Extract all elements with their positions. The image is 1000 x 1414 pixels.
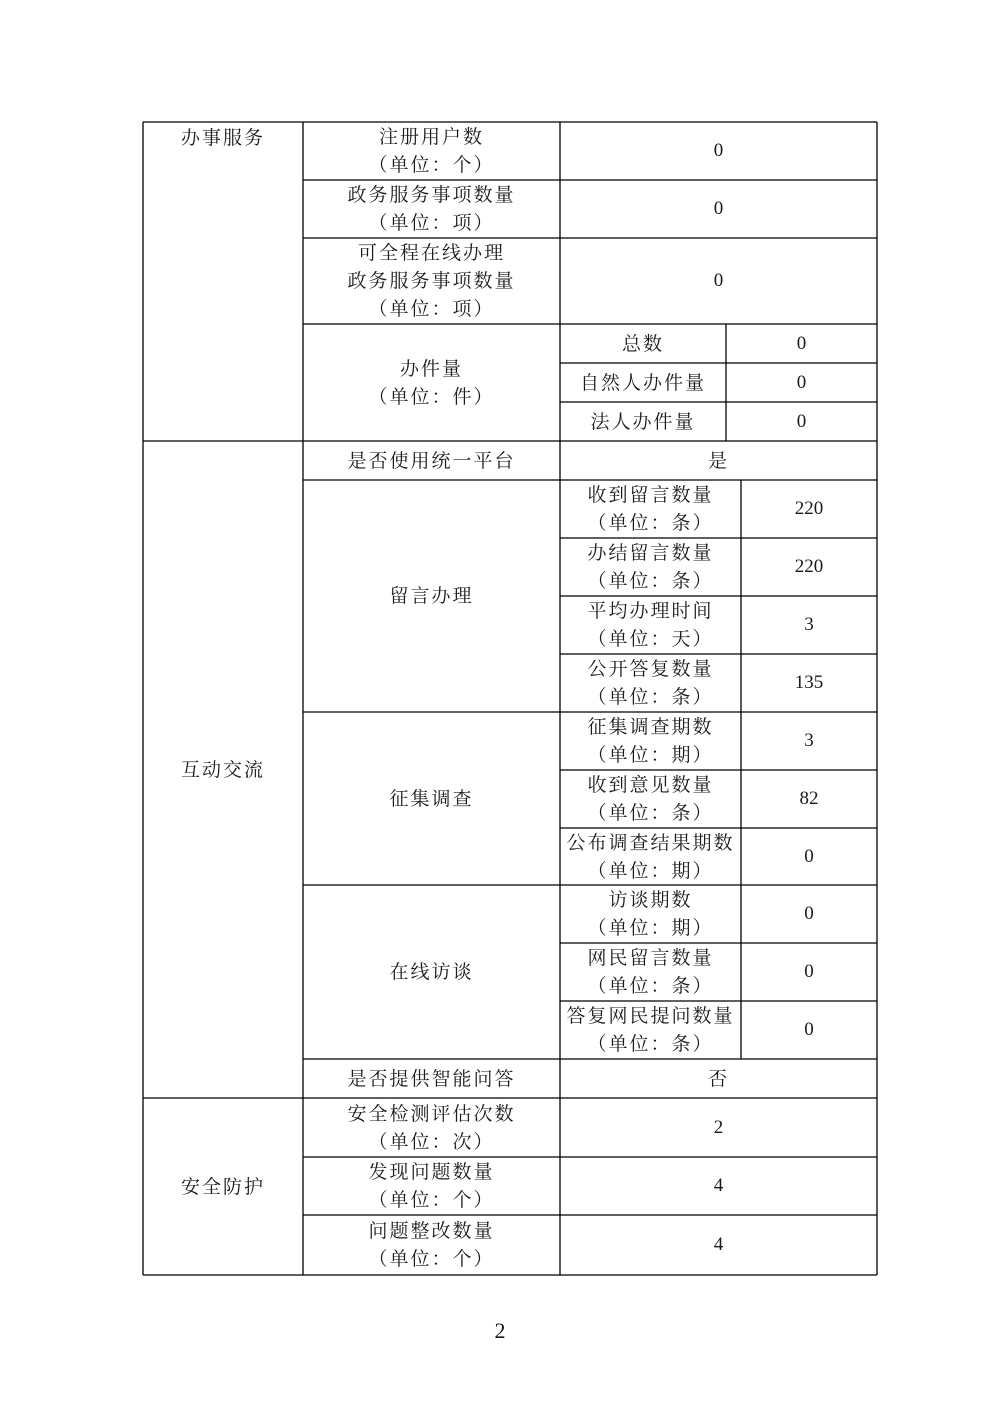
survey-results-label — [560, 828, 741, 885]
section-interaction-label: 互动交流 — [180, 758, 265, 781]
value-text: 220 — [794, 556, 824, 577]
unit-text: （单位：期） — [587, 917, 714, 939]
problems-found-label — [303, 1157, 560, 1215]
messages-received-value — [741, 480, 877, 538]
value-text: 220 — [794, 498, 824, 519]
label-text: 答复网民提问数量 — [566, 1005, 735, 1027]
label-text: 注册用户数 — [378, 126, 484, 148]
messages-avg-time-label — [560, 596, 741, 654]
cases-total-label — [560, 324, 726, 363]
registered-users-value — [560, 122, 877, 180]
value-text: 135 — [794, 672, 824, 693]
unified-platform-label — [303, 441, 560, 480]
messages-public-replies-label — [560, 654, 741, 712]
interview-netizen-msgs-value — [741, 943, 877, 1001]
smart-qa-label — [303, 1059, 560, 1098]
label-text: 留言办理 — [389, 585, 474, 607]
value-text: 82 — [799, 788, 819, 809]
online-items-value — [560, 238, 877, 324]
label-text: 办件量 — [399, 357, 463, 380]
survey-opinions-label — [560, 770, 741, 828]
survey-group-label — [303, 712, 560, 885]
value-text: 0 — [804, 961, 814, 982]
page-number: 2 — [494, 1318, 506, 1343]
label-text: 政务服务事项数量 — [347, 184, 516, 206]
problems-fixed-value — [560, 1215, 877, 1275]
label-text: 公布调查结果期数 — [566, 831, 735, 854]
label-text: 访谈期数 — [608, 889, 693, 911]
value-text: 2 — [713, 1116, 724, 1138]
unit-text: （单位：条） — [587, 512, 714, 534]
unit-text: （单位：天） — [587, 628, 714, 650]
unit-text: （单位：期） — [587, 859, 714, 882]
section-service — [143, 122, 303, 441]
problems-fixed-label — [303, 1215, 560, 1275]
value-text: 0 — [713, 140, 724, 161]
cases-label — [303, 324, 560, 441]
unit-text: （单位：个） — [368, 1189, 495, 1211]
interview-group-label — [303, 885, 560, 1059]
cases-total-value — [726, 324, 877, 363]
label-text: 在线访谈 — [389, 961, 474, 983]
unit-text: （单位：条） — [587, 802, 714, 824]
label-text-2: 政务服务事项数量 — [347, 270, 516, 292]
section-security — [143, 1098, 303, 1275]
registered-users-label — [303, 122, 560, 180]
label-text: 收到留言数量 — [587, 484, 714, 506]
interview-periods-value — [741, 885, 877, 943]
cases-legal-label — [560, 402, 726, 441]
survey-results-value — [741, 828, 877, 885]
value-text: 0 — [796, 371, 807, 393]
evaluations-label — [303, 1098, 560, 1157]
section-security-label: 安全防护 — [180, 1175, 265, 1198]
messages-received-label — [560, 480, 741, 538]
value-text: 0 — [796, 410, 807, 432]
unit-text: （单位：期） — [587, 744, 714, 766]
value-text: 0 — [804, 1019, 814, 1040]
value-text: 0 — [804, 903, 814, 924]
value-text: 3 — [804, 614, 814, 635]
label-text: 征集调查 — [389, 787, 474, 810]
label-text: 网民留言数量 — [587, 947, 714, 969]
label-text: 办结留言数量 — [587, 542, 714, 564]
value-text: 4 — [713, 1175, 724, 1196]
value-text: 0 — [804, 845, 814, 867]
interview-periods-label — [560, 885, 741, 943]
label-text: 安全检测评估次数 — [347, 1102, 516, 1125]
label-text: 可全程在线办理 — [357, 242, 505, 264]
unit-text: （单位：个） — [368, 154, 495, 176]
unit-text: （单位：件） — [368, 385, 495, 408]
label-text: 平均办理时间 — [587, 600, 714, 622]
value-text: 是 — [707, 449, 729, 472]
label-text: 是否使用统一平台 — [347, 449, 516, 472]
label-text: 收到意见数量 — [587, 774, 714, 796]
messages-completed-value — [741, 538, 877, 596]
value-text: 0 — [713, 198, 724, 219]
label-text: 问题整改数量 — [368, 1220, 495, 1242]
smart-qa-value — [560, 1059, 877, 1098]
label-text: 发现问题数量 — [368, 1161, 495, 1183]
service-items-value — [560, 180, 877, 238]
value-text: 否 — [707, 1067, 729, 1090]
survey-opinions-value — [741, 770, 877, 828]
unit-text: （单位：项） — [368, 298, 495, 320]
evaluations-value — [560, 1098, 877, 1157]
label-text: 是否提供智能问答 — [347, 1067, 516, 1090]
section-service-label: 办事服务 — [180, 127, 265, 149]
value-text: 0 — [796, 332, 807, 354]
unit-text: （单位：条） — [587, 570, 714, 592]
label-text: 法人办件量 — [590, 410, 696, 433]
unit-text: （单位：条） — [587, 686, 714, 708]
unit-text: （单位：条） — [587, 975, 714, 997]
value-text: 0 — [713, 270, 724, 291]
messages-public-replies-value — [741, 654, 877, 712]
label-text: 总数 — [621, 332, 664, 355]
unit-text: （单位：项） — [368, 212, 495, 234]
online-items-label — [303, 238, 560, 324]
unit-text: （单位：次） — [368, 1130, 495, 1153]
survey-periods-value — [741, 712, 877, 770]
value-text: 3 — [804, 730, 814, 751]
label-text: 公开答复数量 — [587, 658, 714, 680]
section-interaction — [143, 441, 303, 1098]
interview-netizen-msgs-label — [560, 943, 741, 1001]
unified-platform-value — [560, 441, 877, 480]
value-text: 4 — [713, 1234, 724, 1255]
label-text: 征集调查期数 — [587, 716, 714, 738]
cases-natural-label — [560, 363, 726, 402]
interview-answers-label — [560, 1001, 741, 1059]
survey-periods-label — [560, 712, 741, 770]
cases-natural-value — [726, 363, 877, 402]
messages-avg-time-value — [741, 596, 877, 654]
cases-legal-value — [726, 402, 877, 441]
problems-found-value — [560, 1157, 877, 1215]
interview-answers-value — [741, 1001, 877, 1059]
unit-text: （单位：个） — [368, 1248, 495, 1270]
messages-completed-label — [560, 538, 741, 596]
messages-group-label — [303, 480, 560, 712]
label-text: 自然人办件量 — [579, 371, 706, 394]
unit-text: （单位：条） — [587, 1033, 714, 1055]
service-items-label — [303, 180, 560, 238]
